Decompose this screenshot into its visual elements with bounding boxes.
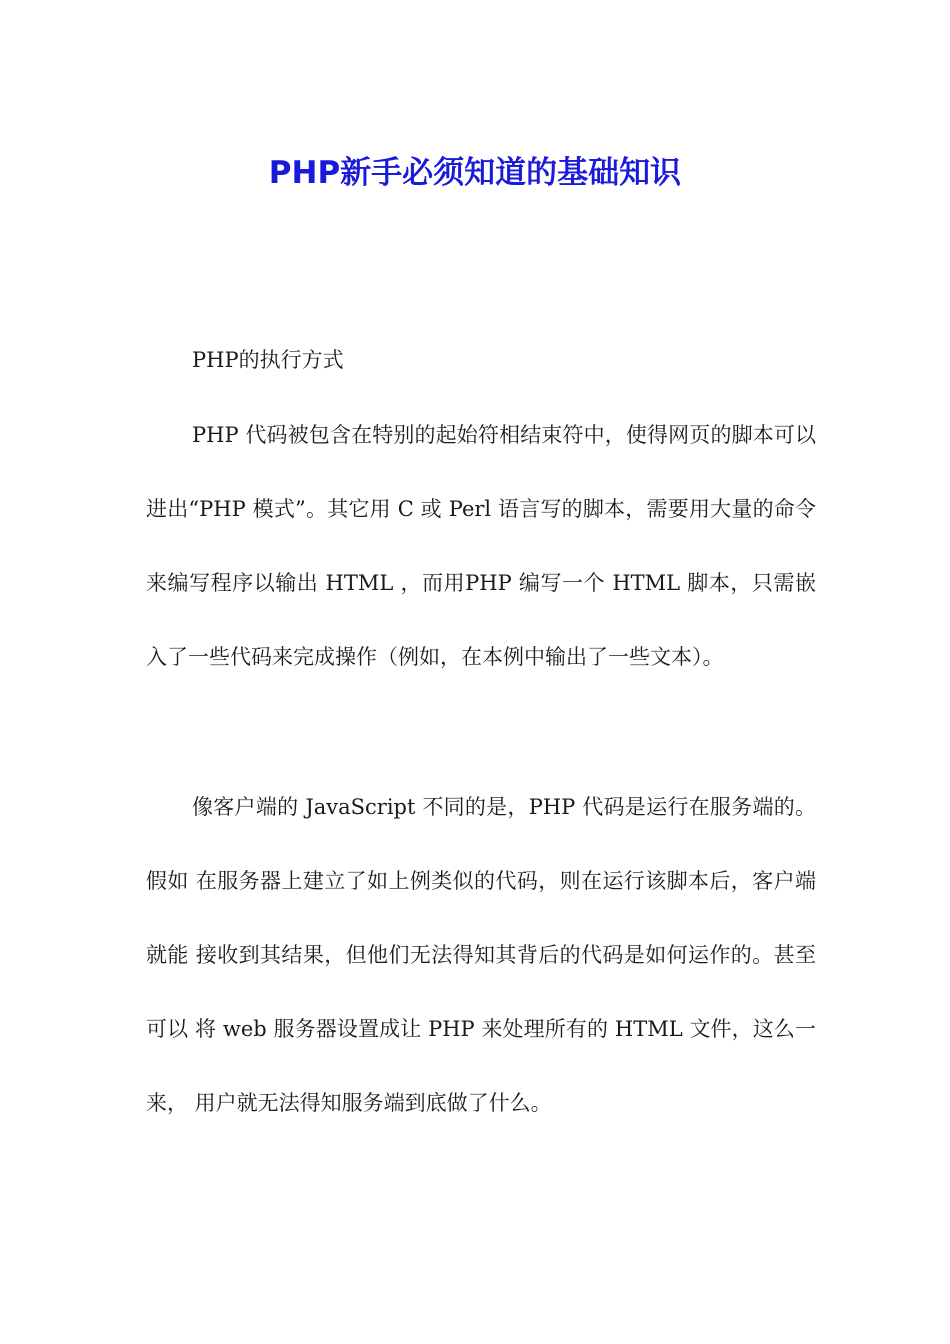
document-title: PHP新手必须知道的基础知识: [268, 154, 682, 191]
paragraph-2: 像客户端的 JavaScript 不同的是，PHP 代码是运行在服务端的。假如 在服务器上建立了如上例类似的代码，则在运行该脚本后，客户端就能 接收到其结果，但他们无法得知其背后的代码是如何运作的。甚至可以 将 web 服务器设置成让 PHP 来处理所有的 HTML 文件，这么一来， 用户就无法得知服务端到底做了什么。: [146, 795, 816, 1115]
section-heading: PHP的执行方式: [192, 348, 344, 372]
paragraph-1: PHP 代码被包含在特别的起始符相结束符中，使得网页的脚本可以进出“PHP 模式”。其它用 C 或 Perl 语言写的脚本，需要用大量的命令来编写程序以输出 HTML ，而用PHP 编写一个 HTML 脚本，只需嵌入了一些代码来完成操作（例如，在本例中输出了一些文本）。: [146, 423, 816, 669]
